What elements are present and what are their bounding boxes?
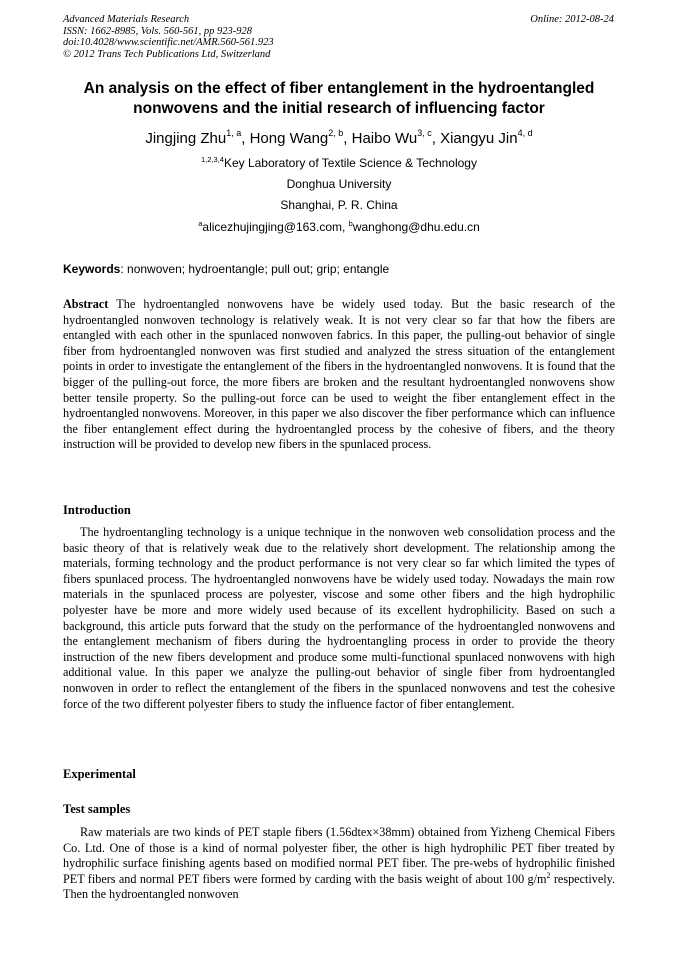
- online-date: Online: 2012-08-24: [530, 14, 614, 25]
- unit-superscript: 2: [546, 870, 551, 880]
- affiliation-emails: [20, 220, 658, 235]
- introduction-paragraph: The hydroentangling technology is a unique technique in the nonwoven web consolidation process and the basic theory of that is relatively weak due to the relatively short development. The relationship among the materials, forming technology and the product performance is not very clear so far which limited the types of fibers spunlaced process. The hydroentangled nonwovens have be widely used today. Nowadays the main row materials in the spunlaced process are polyester, viscose and some other fibers and the high hydrophilic polyester have be more and more widely used because of its excellent hydrophilicity. Based on such a background, this article puts forward that the study on the performance of the hydroentangled nonwovens and the entanglement mechanism of fibers during the hydroentangling process in order to provide the theory instruction of the new fibers development and produce some multi-functional spunlaced nonwovens with high additional value. In this paper we analyze the pulling-out behavior of single fiber from hydroentangled nonwoven in order to reflect the entanglement of the fibers in the spunlaced nonwovens and test the cohesive force of the two different polyester fibers to study the influence factor of fiber entanglement.: [63, 525, 615, 711]
- abstract-text: The hydroentangled nonwovens have be widely used today. But the basic research of the hydroentangled nonwoven technology is relatively weak. It is not very clear so far that how the fibers are entangled with each other in the spunlaced nonwoven fabrics. In this paper, the pulling-out behavior of single fiber from hydroentangled nonwoven was first studied and analyzed the stress situation of the entanglement points in order to investigate the entanglement of the fibers in the hydroentangled nonwovens. It is found that the bigger of the pulling-out force, the more fibers are broken and the resultant hydroentangled nonwovens show better tensile property. So the pulling-out force can be used to weight the fiber entanglement effect in the hydroentangled nonwovens. Moreover, in this paper we also discover the fiber performance which can influence the fiber entanglement effect during the hydroentangled process by the cohesive of fibers, and the theory instruction will be provided to develop new fibers in the spunlaced process.: [63, 297, 615, 452]
- author-sup: 4, d: [517, 128, 533, 138]
- introduction-heading: Introduction: [63, 503, 131, 517]
- affiliation-lab: [20, 156, 658, 171]
- keywords-text: : nonwoven; hydroentangle; pull out; grip; entangle: [120, 262, 390, 276]
- email-b-sup: b: [348, 219, 353, 228]
- author-sup: 2, b: [328, 128, 344, 138]
- test-samples-text-cont: respectively. Then the hydroentangled nonwoven: [63, 871, 616, 902]
- copyright-line: © 2012 Trans Tech Publications Ltd, Switzerland: [63, 48, 271, 60]
- author-sup: 1, a: [226, 128, 242, 138]
- journal-header: [63, 14, 274, 60]
- affiliation-lab-text: Key Laboratory of Textile Science & Technology: [223, 156, 477, 170]
- email-a-sup: a: [198, 219, 203, 228]
- experimental-heading: Experimental: [63, 767, 136, 781]
- test-samples-text: Raw materials are two kinds of PET staple fibers (1.56dtex×38mm) obtained from Yizheng Chemical Fibers Co. Ltd. One of those is a kind of normal polyester fiber, the other is high hydrophilic PET fiber treated by hydrophilic surface finishing agents based on modified normal PET fiber. The pre-webs of hydrophilic finished PET fibers and normal PET fibers were formed by carding with the basis weight of about 100 g/m: [63, 825, 615, 886]
- author-list: [20, 130, 658, 148]
- author-name: Xiangyu Jin: [440, 130, 518, 147]
- author-sup: 3, c: [417, 128, 432, 138]
- affiliation-university: Donghua University: [286, 177, 392, 191]
- test-samples-paragraph: [63, 825, 615, 903]
- paper-title: [40, 79, 638, 119]
- author-sep: ,: [431, 130, 441, 147]
- doi-line: doi:10.4028/www.scientific.net/AMR.560-561.923: [63, 37, 274, 48]
- keywords-label: Keywords: [63, 262, 121, 276]
- abstract-label: Abstract: [63, 297, 109, 311]
- title-line-1: An analysis on the effect of fiber entanglement in the hydroentangled: [83, 80, 595, 97]
- author-sep: ,: [241, 130, 250, 147]
- keywords: [63, 262, 615, 277]
- abstract: [63, 297, 615, 453]
- email-a: alicezhujingjing@163.com,: [202, 220, 349, 234]
- email-b: wanghong@dhu.edu.cn: [352, 220, 480, 234]
- journal-name: Advanced Materials Research: [63, 14, 190, 25]
- author-name: Haibo Wu: [351, 130, 418, 147]
- affiliation-city: Shanghai, P. R. China: [280, 198, 398, 212]
- test-samples-heading: Test samples: [63, 802, 131, 816]
- author-name: Jingjing Zhu: [145, 130, 227, 147]
- author-name: Hong Wang: [249, 130, 329, 147]
- issn-line: ISSN: 1662-8985, Vols. 560-561, pp 923-928: [63, 25, 252, 37]
- title-line-2: nonwovens and the initial research of influencing factor: [133, 100, 545, 117]
- affiliation-sup: 1,2,3,4: [201, 155, 224, 164]
- author-sep: ,: [343, 130, 352, 147]
